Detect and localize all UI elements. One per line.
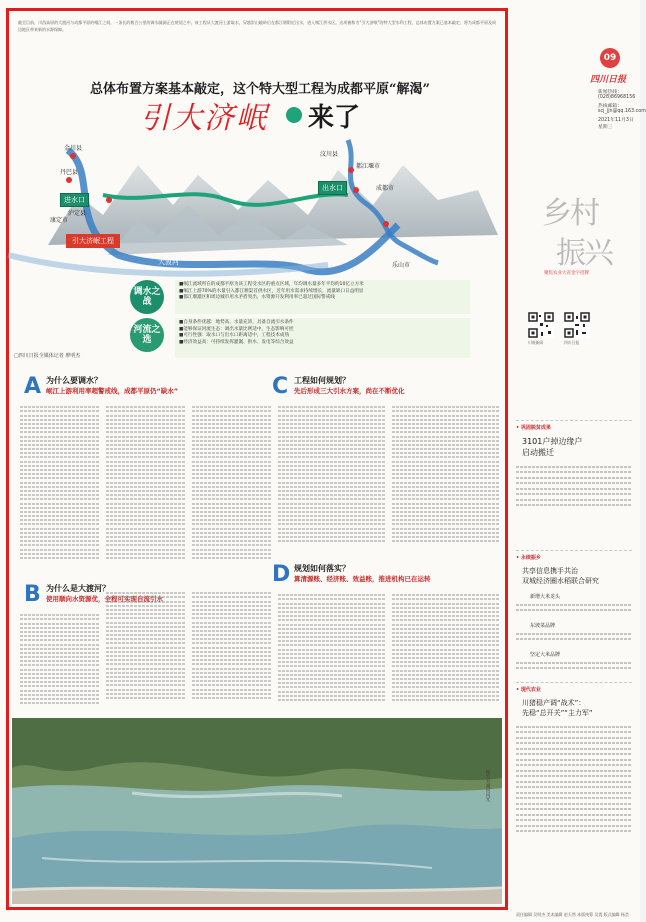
map-label-leshan: 乐山市 <box>392 262 411 269</box>
map-point-outlet <box>353 187 359 193</box>
news-body <box>516 462 632 542</box>
section-title: 工程如何规划？ <box>294 376 350 385</box>
section-subtitle: 使用顺向水资源优，全程可实现自流引水 <box>46 595 163 603</box>
river-choice-info-line: ■经济效益高：可持续发挥灌溉、供水、发电等综合效益 <box>179 339 294 345</box>
news-headline[interactable]: 川猪稳产调“战术”： <box>522 699 586 707</box>
divider <box>516 682 632 683</box>
hotline-number: (028)86968156 <box>598 95 636 100</box>
news-headline[interactable]: 共享信息携手共治 <box>522 567 578 575</box>
qr-code-icon <box>528 312 554 338</box>
intro-paragraph: 截至目前，川西高原的大渡河与成都平原的岷江之间，一条长约数百公里的调水隧洞正在规划之中。该工程从大渡河上游取水，穿越崇山峻岭后在都江堰附近出水，进入岷江供水区。这项被称为“引大济岷”的特大型水利工程，总体布置方案已基本敲定，将为成都平原及周边地区带来新的水源保障。 <box>18 20 496 32</box>
river-choice-info-line: ■能够保证河流生态：调出水量比例适中，生态影响可控 <box>179 326 294 332</box>
section-slogan: 聚焦农业大省金字招牌 <box>544 271 589 276</box>
news-subitem[interactable]: 坚定大米品牌 <box>530 652 561 658</box>
river-choice-info <box>175 318 470 358</box>
project-map <box>8 135 506 280</box>
section-a-column-2 <box>106 404 186 574</box>
news-subitem[interactable]: 新增大米龙头 <box>530 594 561 600</box>
section-b-column-1 <box>20 612 100 712</box>
river-choice-circle: 河流之选 <box>130 318 164 352</box>
diversion-info-line: ■岷江上游70%的水量引入都江堰渠首供水区，近年用水需求持续增长，流量缺口日益明显 <box>179 288 364 294</box>
section-d-column-1 <box>278 592 386 712</box>
section-subtitle: 先后形成三大引水方案，尚在不断优化 <box>294 387 405 395</box>
map-label-danba: 丹巴县 <box>60 169 79 176</box>
qr-caption: 四川日报 <box>564 340 580 345</box>
map-point-leshan <box>383 221 389 227</box>
news-tag: • 永续振乡 <box>516 555 541 561</box>
section-a-column-1 <box>20 404 100 574</box>
article-headline: 总体布置方案基本敲定，这个特大型工程为成都平原“解渴” <box>90 82 430 97</box>
section-c-column-1 <box>278 404 386 554</box>
section-title-line-1: 乡村 <box>542 196 598 231</box>
diversion-info-line: ■都江堰灌区和周边城市用水矛盾突出，水资源开发利用率已超过国际警戒线 <box>179 295 335 301</box>
reporter-credit: □四川日报全媒体记者 廖明杰 <box>14 353 81 359</box>
map-label-jinchuan: 金川县 <box>64 145 83 152</box>
page-number: 09 <box>600 48 620 68</box>
news-body <box>516 722 632 902</box>
page-footer-credits: 责任编辑 吴明杰 美术编辑 赵天然 本版统筹 吴震 版式编辑 杨芸 <box>516 912 629 917</box>
title-dot-icon <box>286 107 302 123</box>
qr-caption: 川观新闻 <box>528 340 544 345</box>
news-tag: • 巩固脱贫成果 <box>516 425 551 431</box>
section-a-column-3 <box>192 404 272 574</box>
photo-caption: 图为大渡河风光 <box>485 770 490 802</box>
section-letter: D <box>272 562 291 587</box>
diversion-circle: 调水之战 <box>130 280 164 314</box>
map-label-dadu-river: 大渡河 <box>158 258 179 266</box>
map-label-outlet: 出水口 <box>318 181 347 195</box>
newspaper-brand: 四川日报 <box>590 75 627 85</box>
map-point-intake <box>106 197 112 203</box>
diversion-info-line: ■岷江流域所在的成都平原为该工程受水区的重点区域，年均调水量多年平均约10亿立方米 <box>179 282 364 287</box>
issue-weekday: 星期三 <box>598 125 613 130</box>
river-photo-illustration <box>12 718 502 904</box>
section-banner <box>542 188 630 280</box>
map-label-dujiangyan: 都江堰市 <box>356 163 381 170</box>
section-subtitle: 岷江上游利用率超警戒线，成都平原仍“缺水” <box>46 387 179 395</box>
news-subitem[interactable]: 东坡菜品牌 <box>530 623 556 629</box>
section-title: 为什么要调水？ <box>46 376 102 385</box>
section-title: 为什么是大渡河？ <box>46 584 110 593</box>
article-title <box>140 93 400 135</box>
news-tag: • 现代农业 <box>516 687 541 693</box>
issue-date: 2021年11月3日 <box>598 118 634 123</box>
map-point-danba <box>66 177 72 183</box>
map-label-intake: 进水口 <box>60 193 89 207</box>
map-label-wenchuan: 汶川县 <box>320 151 339 158</box>
title-part-2: 来了 <box>308 103 361 133</box>
river-choice-info-line: ■自身条件优越：地势高、水量充沛，具备自流引水条件 <box>179 320 294 325</box>
title-part-1: 引大济岷 <box>140 101 268 136</box>
project-tag: 引大济岷工程 <box>66 234 120 248</box>
section-title-line-2: 振兴 <box>556 236 612 271</box>
map-label-kangding: 康定市 <box>50 217 69 224</box>
news-headline-line-2[interactable]: 双城经济圈水稻联合研究 <box>522 577 599 585</box>
section-letter: B <box>24 582 41 607</box>
map-point-jinchuan <box>70 153 76 159</box>
news-headline-line-2[interactable]: 启动搬迁 <box>522 448 554 457</box>
map-point-wenchuan <box>348 167 354 173</box>
divider <box>516 550 632 551</box>
section-subtitle: 算清源账、经济账、效益账，推进机构已在运转 <box>294 575 431 583</box>
divider <box>516 420 632 421</box>
section-title: 规划如何落实？ <box>294 564 350 573</box>
hotline-label: 新闻热线： <box>598 90 622 95</box>
news-body <box>516 629 632 649</box>
section-letter: C <box>272 374 289 399</box>
qr-code-icon <box>564 312 590 338</box>
section-letter: A <box>24 374 42 399</box>
diversion-info <box>175 280 470 314</box>
section-b-column-3 <box>192 590 272 712</box>
map-label-chengdu: 成都市 <box>376 185 395 192</box>
river-photo <box>12 718 502 904</box>
news-body <box>516 658 632 678</box>
section-c-column-2 <box>392 404 500 554</box>
river-choice-info-line: ■可行性强：取水口与出水口距离适中，工程技术成熟 <box>179 333 289 339</box>
news-body <box>516 600 632 620</box>
news-headline-line-2[interactable]: 先稳“总开关”“主力军” <box>522 709 593 717</box>
news-headline[interactable]: 3101户掉边缘户 <box>522 437 583 446</box>
sidebar <box>512 10 646 917</box>
email-label: 热线邮箱： <box>598 104 622 109</box>
section-b-column-2 <box>106 590 186 712</box>
map-label-luding: 泸定县 <box>68 210 87 217</box>
section-d-column-2 <box>392 592 500 712</box>
email-address: scj_jjn@qq.163.com <box>598 109 646 114</box>
